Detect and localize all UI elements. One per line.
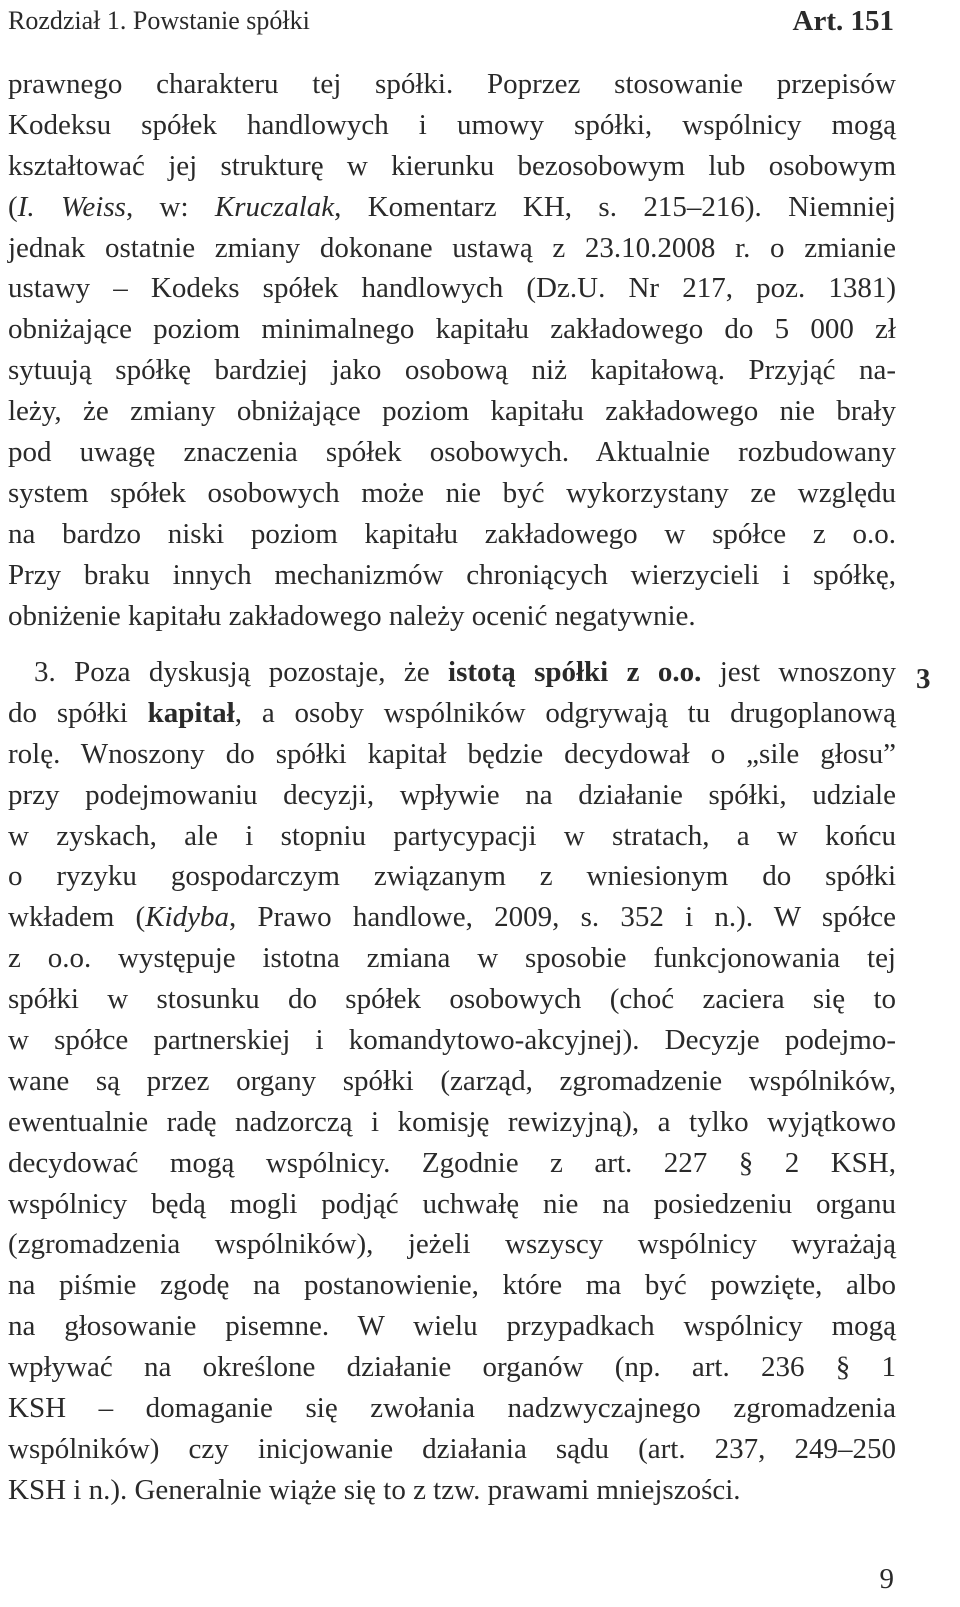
text-line — [8, 350, 896, 391]
text-segment: w zyskach, ale i stopniu partycypacji w stratach, a w końcu — [8, 819, 896, 852]
text-segment: ustawy – Kodeks spółek handlowych (Dz.U. Nr 217, poz. 1381) — [8, 272, 896, 305]
text-segment: spółki w stosunku do spółek osobowych (choć zaciera się to — [8, 983, 896, 1016]
text-segment: wspólników) czy inicjowanie działania sądu (art. 237, 249–250 — [8, 1432, 896, 1465]
text-segment: (zgromadzenia wspólników), jeżeli wszyscy wspólnicy wyrażają — [8, 1228, 896, 1261]
text-segment: wkładem ( — [8, 901, 146, 934]
margin-number: 3 — [916, 663, 931, 695]
text-line — [8, 816, 896, 857]
running-header-article: Art. 151 — [792, 5, 894, 37]
text-segment: , a osoby wspólników odgrywają tu drugoplanową — [234, 696, 896, 729]
text-line — [8, 1470, 896, 1511]
text-line — [8, 734, 896, 775]
text-line — [8, 1061, 896, 1102]
text-line — [8, 1102, 896, 1143]
text-segment: na bardzo niski poziom kapitału zakładowego w spółce z o.o. — [8, 517, 896, 550]
text-line — [8, 187, 896, 228]
text-segment: wane są przez organy spółki (zarząd, zgromadzenie wspólników, — [8, 1064, 896, 1097]
text-line — [8, 1184, 896, 1225]
text-line — [8, 146, 896, 187]
text-segment: KSH – domaganie się zwołania nadzwyczajnego zgromadzenia — [8, 1392, 896, 1425]
text-line — [8, 693, 896, 734]
text-segment: w spółce partnerskiej i komandytowo-akcyjnej). Decyzje podejmo- — [8, 1024, 896, 1057]
text-segment: na głosowanie pisemne. W wielu przypadkach wspólnicy mogą — [8, 1310, 896, 1343]
paragraph-3 — [8, 652, 896, 1511]
text-segment: system spółek osobowych może nie być wykorzystany ze względu — [8, 476, 896, 509]
bold-term: istotą spółki z o.o. — [448, 656, 702, 688]
text-line — [8, 309, 896, 350]
text-segment: 3. Poza dyskusją pozostaje, że — [34, 656, 449, 688]
text-segment: , w: — [125, 190, 215, 223]
text-line — [8, 1224, 896, 1265]
paragraph-continuation — [8, 64, 896, 636]
text-segment: do spółki — [8, 696, 148, 729]
text-line — [8, 1388, 896, 1429]
text-line — [8, 514, 896, 555]
text-segment: wpływać na określone działanie organów (np. art. 236 § 1 — [8, 1351, 896, 1384]
text-line — [8, 473, 896, 514]
text-line — [8, 1143, 896, 1184]
text-line — [8, 391, 896, 432]
text-segment: KSH i n.). Generalnie wiąże się to z tzw. prawami mniejszości. — [8, 1473, 741, 1506]
page-number: 9 — [879, 1563, 894, 1595]
text-segment: , Komentarz KH, s. 215–216). Niemniej — [334, 190, 896, 223]
text-line — [8, 1020, 896, 1061]
text-line — [8, 228, 896, 269]
text-segment: Przy braku innych mechanizmów chroniących wierzycieli i spółkę, — [8, 558, 896, 591]
italic-author: Kruczalak — [214, 190, 335, 223]
text-segment: kształtować jej strukturę w kierunku bezosobowym lub osobowym — [8, 149, 896, 182]
italic-author: Kidyba — [145, 901, 229, 934]
text-segment: ( — [8, 190, 18, 223]
text-line — [8, 775, 896, 816]
text-segment: na piśmie zgodę na postanowienie, które ma być powzięte, albo — [8, 1269, 896, 1302]
text-segment: sytuują spółkę bardziej jako osobową niż kapitałową. Przyjąć na- — [8, 354, 896, 387]
text-line — [8, 64, 896, 105]
text-line — [8, 1265, 896, 1306]
text-segment: jednak ostatnie zmiany dokonane ustawą z 23.10.2008 r. o zmianie — [8, 231, 896, 264]
text-line — [8, 652, 896, 693]
text-segment: leży, że zmiany obniżające poziom kapitału zakładowego nie brały — [8, 395, 896, 428]
text-line — [8, 596, 896, 637]
text-segment: o ryzyku gospodarczym związanym z wniesionym do spółki — [8, 860, 896, 893]
text-segment: wspólnicy będą mogli podjąć uchwałę nie na posiedzeniu organu — [8, 1187, 896, 1220]
text-segment: obniżające poziom minimalnego kapitału zakładowego do 5 000 zł — [8, 313, 896, 346]
text-line — [8, 897, 896, 938]
text-segment: obniżenie kapitału zakładowego należy ocenić negatywnie. — [8, 599, 696, 632]
text-segment: ewentualnie radę nadzorczą i komisję rewizyjną), a tylko wyjątkowo — [8, 1105, 896, 1138]
text-segment: z o.o. występuje istotna zmiana w sposobie funkcjonowania tej — [8, 942, 896, 975]
text-segment: prawnego charakteru tej spółki. Poprzez stosowanie przepisów — [8, 68, 896, 100]
text-segment: Kodeksu spółek handlowych i umowy spółki, wspólnicy mogą — [8, 108, 896, 141]
text-line — [8, 1429, 896, 1470]
text-line — [8, 856, 896, 897]
text-segment: pod uwagę znaczenia spółek osobowych. Aktualnie rozbudowany — [8, 436, 896, 469]
text-line — [8, 1347, 896, 1388]
text-segment: jest wnoszony — [701, 656, 896, 688]
text-line — [8, 938, 896, 979]
text-line — [8, 432, 896, 473]
text-line — [8, 555, 896, 596]
text-line — [8, 268, 896, 309]
text-segment: , Prawo handlowe, 2009, s. 352 i n.). W spółce — [229, 901, 896, 934]
bold-term: kapitał — [147, 696, 235, 729]
text-segment: przy podejmowaniu decyzji, wpływie na działanie spółki, udziale — [8, 778, 896, 811]
text-line — [8, 979, 896, 1020]
text-line — [8, 1306, 896, 1347]
italic-author: I. Weiss — [17, 190, 126, 223]
text-segment: rolę. Wnoszony do spółki kapitał będzie decydował o „sile głosu” — [8, 737, 896, 770]
running-header-chapter: Rozdział 1. Powstanie spółki — [8, 6, 310, 35]
text-segment: decydować mogą wspólnicy. Zgodnie z art. 227 § 2 KSH, — [8, 1146, 896, 1179]
text-line — [8, 105, 896, 146]
